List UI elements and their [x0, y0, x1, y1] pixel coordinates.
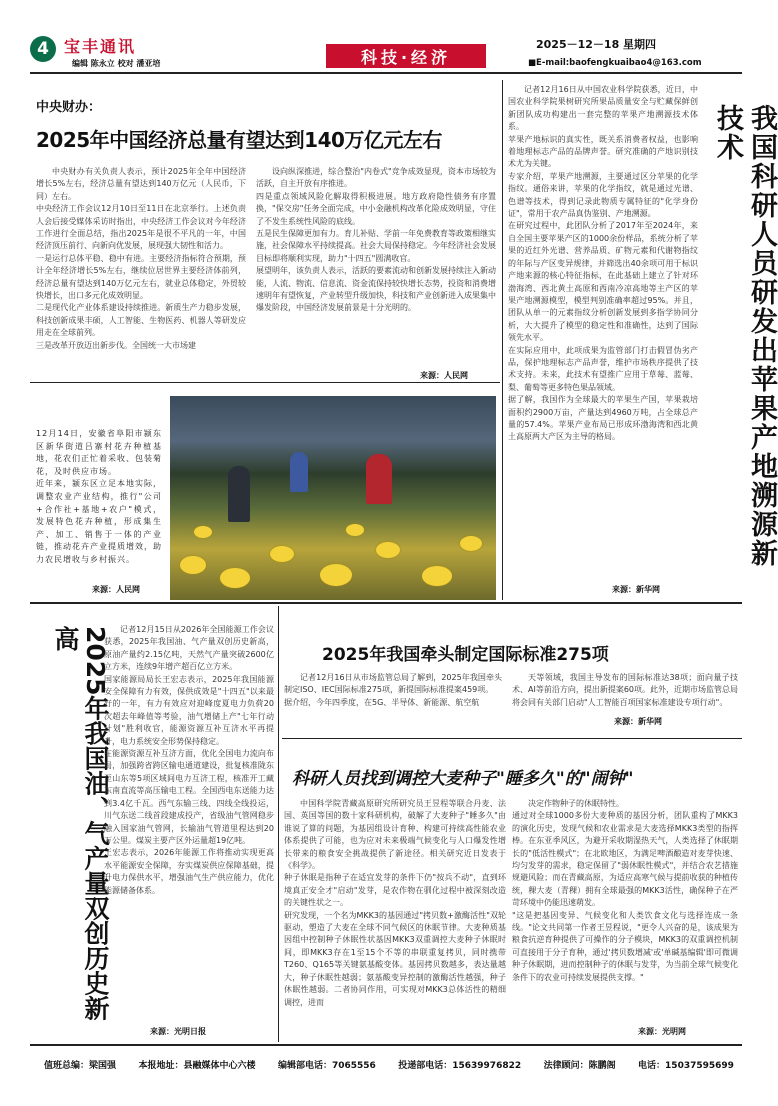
- flower-icon: [460, 536, 482, 551]
- flower-icon: [320, 564, 352, 586]
- divider: [30, 602, 742, 604]
- oil-gas-source: 来源：光明日报: [150, 1027, 206, 1036]
- masthead-rule: [30, 72, 742, 74]
- column-rule: [502, 80, 503, 600]
- farmer-figure: [290, 452, 308, 492]
- chrysanthemum-farm-photo: [170, 396, 496, 600]
- standards-body-col2: 天等领域，我国主导发布的国际标准达38项；面向量子技术、AI等前沿方向，提出新提案60项。此外，近期市场监管总局将会同有关部门启动"人工智能百项国家标准建设专项行动"。: [512, 673, 739, 707]
- section-banner: 科技·经济: [326, 44, 486, 68]
- standards-headline: 2025年我国牵头制定国际标准275项: [322, 645, 609, 665]
- oil-gas-headline: 2025年我国油、气产量双创历史新高: [51, 626, 110, 1021]
- contact-email: ■E-mail:baofengkuaibao4@163.com: [528, 58, 702, 68]
- gdp-kicker: 中央财办：: [36, 100, 102, 115]
- footer-address: 本报地址：县融媒体中心六楼: [138, 1061, 256, 1071]
- flower-icon: [194, 526, 212, 538]
- gdp-body-col1: 中央财办有关负责人表示，预计2025年全年中国经济增长5%左右，经济总量有望达到140万亿元（人民币，下同）左右。 中央经济工作会议12月10日至11日在北京举行。上述负责人会后接受媒体采访时指出，中央经济工作会议对今年经济工作进行全面总结，指出2025年是很不平凡的一年，中国经济顶压前行、向新向优发展，展现强大韧性和活力。 一是运行总体平稳、稳中有进。主要经济指标符合预期，预计全年经济增长5%左右，继续位居世界主要经济体前列，经济总量有望达到140万亿元左右，就业总体稳定，外贸较快增长，出口多元化成效明显。 二是现代化产业体系建设持续推进。新质生产力稳步发展，科技创新成果丰硕，人工智能、生物医药、机器人等研发应用走在全球前列。 三是改革开放迈出新步伐。全国统一大市场建: [36, 167, 246, 350]
- flower-icon: [270, 546, 294, 562]
- flower-icon: [180, 556, 206, 574]
- flower-icon: [220, 568, 250, 588]
- page-number-badge: 4: [30, 36, 56, 62]
- column-rule: [278, 606, 279, 1042]
- gdp-headline: 2025年中国经济总量有望达到140万亿元左右: [36, 128, 442, 152]
- barley-headline: 科研人员找到调控大麦种子"睡多久"的"闹钟": [292, 769, 634, 789]
- divider: [282, 738, 742, 739]
- farmer-figure: [366, 454, 392, 504]
- gdp-source: 来源：人民网: [420, 371, 468, 380]
- footer-phone: 电话：15037595699: [638, 1061, 734, 1071]
- apple-source: 来源：新华网: [612, 585, 660, 594]
- staff-line: 编辑 陈永立 校对 潘亚培: [72, 59, 161, 68]
- apple-headline: 我国科研人员研发出苹果产地溯源新技术: [712, 104, 777, 568]
- footer: [44, 1058, 734, 1071]
- standards-source: 来源：新华网: [614, 717, 662, 726]
- flower-icon: [346, 524, 364, 536]
- footer-editor: 值班总编：梁国强: [44, 1061, 117, 1071]
- apple-body: 记者12月16日从中国农业科学院获悉，近日，中国农业科学院果树研究所果品质量安全与贮藏保鲜创新团队成功构建出一套完整的苹果产地溯源技术体系。 苹果产地标识的真实性，既关系消费者权益，也影响着地理标志产品的品牌声誉。研究准确的产地识别技术尤为关键。 专家介绍，苹果产地溯源，主要通过区分苹果的化学指纹。通俗来讲，苹果的化学指纹，就是通过光谱、色谱等技术，得到记录此物质专属特征的"化学身份证"，常用于农产品真伪鉴别、产地溯源。 在研究过程中，此团队分析了2017年至2024年，来自全国主要苹果产区的1000余份样品，系统分析了苹果的近红外光谱、营养品质、矿物元素和代谢物指纹的年际与产区变异规律，并筛选出40余项可用于标识产地来源的核心特征指标，在此基础上建立了针对环渤海湾、西北黄土高原和西南冷凉高地等主产区的苹果产地溯源模型，模型判别准确率超过95%。并且，团队从单一的元素指纹分析创新发展到多指学协同分析，大大提升了模型的稳定性和准确性，达到了国际领先水平。 在实际应用中，此项成果为监管部门打击假冒伪劣产品，保护地理标志产品声誉，维护市场秩序提供了技术支持。未来，此技术有望推广应用于草莓、蓝莓、梨、葡萄等更多特色果品领域。 据了解，我国作为全球最大的苹果生产国，苹果栽培面积约2900万亩，产量达到4960万吨，占全球总产量的57.4%。苹果产业布局已形成环渤海湾和西北黄土高原两大产区为主导的格局。: [508, 85, 698, 442]
- paper-name: 宝丰通讯: [64, 37, 137, 56]
- gdp-body-col2: 设向纵深推进，综合整治"内卷式"竞争成效显现，资本市场较为活跃，自主开放有序推进。 四是重点领域风险化解取得积极进展。地方政府隐性债务有序置换，"保交房"任务全面完成，中小金融机构改革化险成效明显，守住了不发生系统性风险的底线。 五是民生保障更加有力。育儿补贴、学前一年免费教育等政策相继实施，社会保障水平持续提高。社会大局保持稳定。今年经济社会发展目标即将顺利实现，助力"十四五"圆满收官。 展望明年，该负责人表示，活跃的要素流动和创新发展持续注入新动能，人流、物流、信息流、资金流保持较快增长态势，投资和消费增速明年有望恢复，产业转型升级加快，科技和产业创新进入成果集中爆发阶段，中国经济发展前景是十分光明的。: [256, 167, 496, 313]
- barley-source: 来源：光明网: [638, 1027, 686, 1036]
- footer-rule: [30, 1044, 742, 1046]
- flower-icon: [422, 566, 452, 586]
- barley-body-col2: 决定作物种子的休眠特性。 通过对全球1000多份大麦种质的基因分析，团队重构了MKK3的演化历史，发现气候和农业需求是大麦选择MKK3类型的指挥棒。在东亚季风区，为避开采收期湿热天气，人类选择了休眠期长的"低活性模式"；在北欧地区，为满足啤酒酿造对麦芽快速、均匀发芽的需求，稳定保留了"弱休眠性模式"，并结合农艺措施规避风险；而在青藏高原，为适应高寒气候与提前收获的种植传统，稞大麦（青稞）拥有全球最强的MKK3活性，确保种子在严苛环境中仍能迅速萌发。 "这是把基因变异、气候变化和人类饮食文化与选择连成一条线。"论文共同第一作者王昱程说，"更令人兴奋的是，该成果为粮食抗逆育种提供了可操作的分子模块，MKK3的双重调控机制可直接用于分子育种，通过'拷贝数增减'或'单碱基编辑'即可微调种子休眠期，进而控制种子的休眠与发芽，为当前全球气候变化条件下的农业可持续发展提供支撑。": [512, 799, 738, 982]
- standards-body-col1: 记者12月16日从市场监管总局了解到，2025年我国牵头制定ISO、IEC国际标准275项，新提国际标准提案459项。 据介绍，今年四季度，在5G、半导体、新能源、航空航: [284, 673, 502, 707]
- divider: [30, 382, 500, 383]
- issue-date: 2025－12－18 星期四: [536, 38, 657, 51]
- photo-caption: 12月14日，安徽省阜阳市颍东区新华街道吕寨村花卉种植基地，花农们正忙着采收、包装菊花，及时供应市场。 近年来，颍东区立足本地实际，调整农业产业结构，推行"公司+合作社+基地+农户"模式，发展特色花卉种植，形成集生产、加工、销售于一体的产业链，推动花卉产业提质增效，助力农民增收与乡村振兴。: [36, 429, 162, 564]
- footer-editorial-phone: 编辑部电话：7065556: [277, 1061, 376, 1071]
- flower-icon: [376, 542, 400, 558]
- barley-body-col1: 中国科学院青藏高原研究所研究员王昱程等联合丹麦、法国、英国等国的数十家科研机构，破解了大麦种子"睡多久"由谁说了算的问题，为基因组设计育种、构建可持续高性能农业体系提供了可能，也为应对未来极端气候变化与人口爆发性增长带来的粮食安全挑战提供了新途径。相关研究近日发表于《科学》。 种子休眠是指种子在适宜发芽的条件下仍"按兵不动"，直到环境真正安全才"启动"发芽，是农作物在驯化过程中被深刻改造的关键性状之一。 研究发现，一个名为MKK3的基因通过"拷贝数+激酶活性"双轮驱动，塑造了大麦在全球不同气候区的休眠节律。大麦种质基因组中控制种子休眠性状基因MKK3双重调控大麦种子休眠时间，即MKK3存在1至15个不等的串联重复拷贝，同时携带T260、Q165等关键氨基酸变体。基因拷贝数越多，表达量越大，种子休眠性越弱；氨基酸变异控制的激酶活性越强，种子休眠性越弱。二者协同作用，可实现对MKK3总体活性的精细调控，进而: [284, 799, 506, 1007]
- farmer-figure: [228, 466, 250, 522]
- footer-legal-advisor: 法律顾问：陈鹏阁: [543, 1061, 616, 1071]
- footer-delivery-phone: 投递部电话：15639976822: [398, 1061, 522, 1071]
- oil-gas-body: 记者12月15日从2026年全国能源工作会议获悉，2025年我国油、气产量双创历史新高，原油产量约2.15亿吨，天然气产量突破2600亿立方米，连续9年增产超百亿立方米。 国家能源局局长王宏志表示，2025年我国能源安全保障有力有效，保供成效是"十四五"以来最好的一年，有力有效应对迎峰度夏电力负荷20次超去年峰值等考验，油气增储上产"七年行动计划"胜利收官，能源资源互补互济水平再提升，电力系统安全形势保持稳定。 在能源资源互补互济方面，优化全国电力流向布局，加强跨省跨区输电通道建设，批复核准陇东至山东等5项区域间电力互济工程，核准开工藏东南直流等高压输电工程。全国西电东送能力达到3.4亿千瓦。西气东输三线、四线全线投运，川气东送二线首段建成投产，省级油气管网稳步融入国家油气管网，长输油气管道里程达到20万公里。煤炭主要产区外运量超19亿吨。 王宏志表示，2026年能源工作将推动实现更高水平能源安全保障，夯实煤炭供应保障基础，提升电力保供水平，增强油气生产供应能力，优化能源储备体系。: [104, 625, 274, 895]
- photo-source: 来源：人民网: [92, 585, 140, 594]
